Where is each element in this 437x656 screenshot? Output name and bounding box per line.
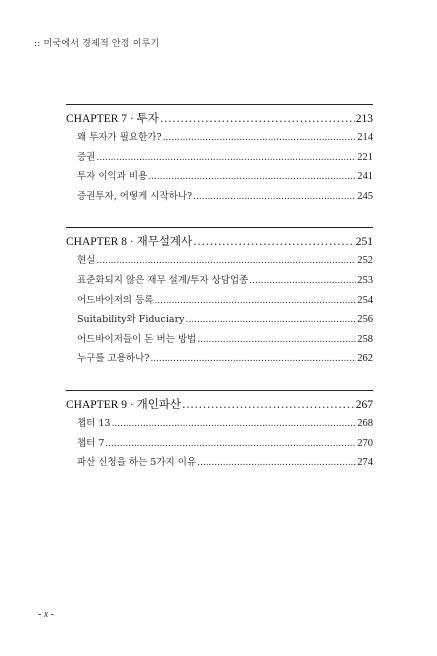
toc-entry[interactable] [66,434,373,454]
dot-leader [105,434,356,454]
entry-page-number: 262 [357,353,373,365]
chapter-8-section [66,227,373,369]
dot-leader [160,109,355,128]
entry-page-number: 253 [357,274,373,286]
dot-leader [186,310,357,330]
entry-page-number: 241 [357,171,373,183]
toc-entry[interactable] [66,148,373,168]
toc-entry[interactable] [66,349,373,369]
entry-title: 챕터 7 [77,437,105,449]
toc-entry[interactable] [66,414,373,434]
chapter-title: CHAPTER 8 · 재무설계사 [66,236,193,249]
entry-title: 파산 신청을 하는 5가지 이유 [77,457,197,469]
dot-leader [111,414,356,434]
toc-entry[interactable] [66,271,373,291]
chapter-9-heading[interactable] [66,395,373,414]
chapter-7-section [66,104,373,206]
page-folio: - x - [38,609,55,620]
dot-leader [148,167,356,187]
entry-title: 투자 이익과 비용 [77,171,148,183]
dot-leader [197,453,356,473]
entry-page-number: 221 [357,151,373,163]
entry-title: 증권투자, 어떻게 시작하나? [77,190,193,202]
dot-leader [193,187,356,207]
dot-leader [163,128,357,148]
toc-entry[interactable] [66,310,373,330]
entry-title: 챕터 13 [77,417,111,429]
entry-page-number: 268 [357,417,373,429]
chapter-page-number: 213 [355,113,373,125]
entry-page-number: 214 [357,132,373,143]
dot-leader [96,148,356,168]
chapter-8-heading[interactable] [66,232,373,251]
chapter-title: CHAPTER 9 · 개인파산 [66,398,182,411]
toc-entry[interactable] [66,291,373,311]
toc-entry[interactable] [66,187,373,207]
chapter-title: CHAPTER 7 · 투자 [66,113,159,125]
entry-title: 누구를 고용하나? [77,353,150,365]
entry-title: 왜 투자가 필요한가? [77,132,162,143]
table-of-contents [66,104,373,494]
entry-page-number: 256 [357,314,373,326]
entry-title: 증권 [77,151,96,163]
entry-title: 어드바이저의 등록 [77,294,154,306]
entry-page-number: 270 [357,437,373,449]
dot-leader [197,330,356,350]
toc-entry[interactable] [66,128,373,148]
chapter-9-section [66,390,373,473]
entry-page-number: 252 [357,255,373,267]
entry-title: 현실 [77,255,96,267]
chapter-page-number: 267 [355,398,373,411]
running-head: :: 미국에서 경제적 안정 이루기 [34,39,160,49]
toc-entry[interactable] [66,167,373,187]
toc-entry[interactable] [66,330,373,350]
dot-leader [154,291,356,311]
dot-leader [96,251,356,271]
entry-page-number: 254 [357,294,373,306]
dot-leader [150,349,356,369]
dot-leader [249,271,356,291]
entry-page-number: 274 [357,457,373,469]
chapter-page-number: 251 [355,236,373,249]
dot-leader [193,232,355,251]
entry-title: 어드바이저들이 돈 버는 방법 [77,333,197,345]
entry-title: Suitability와 Fiduciary [77,314,185,326]
toc-entry[interactable] [66,453,373,473]
toc-entry[interactable] [66,251,373,271]
entry-page-number: 245 [357,190,373,202]
entry-page-number: 258 [357,333,373,345]
dot-leader [182,395,355,414]
entry-title: 표준화되지 않은 재무 설계/투자 상담업종 [77,274,249,286]
chapter-7-heading[interactable] [66,109,373,128]
